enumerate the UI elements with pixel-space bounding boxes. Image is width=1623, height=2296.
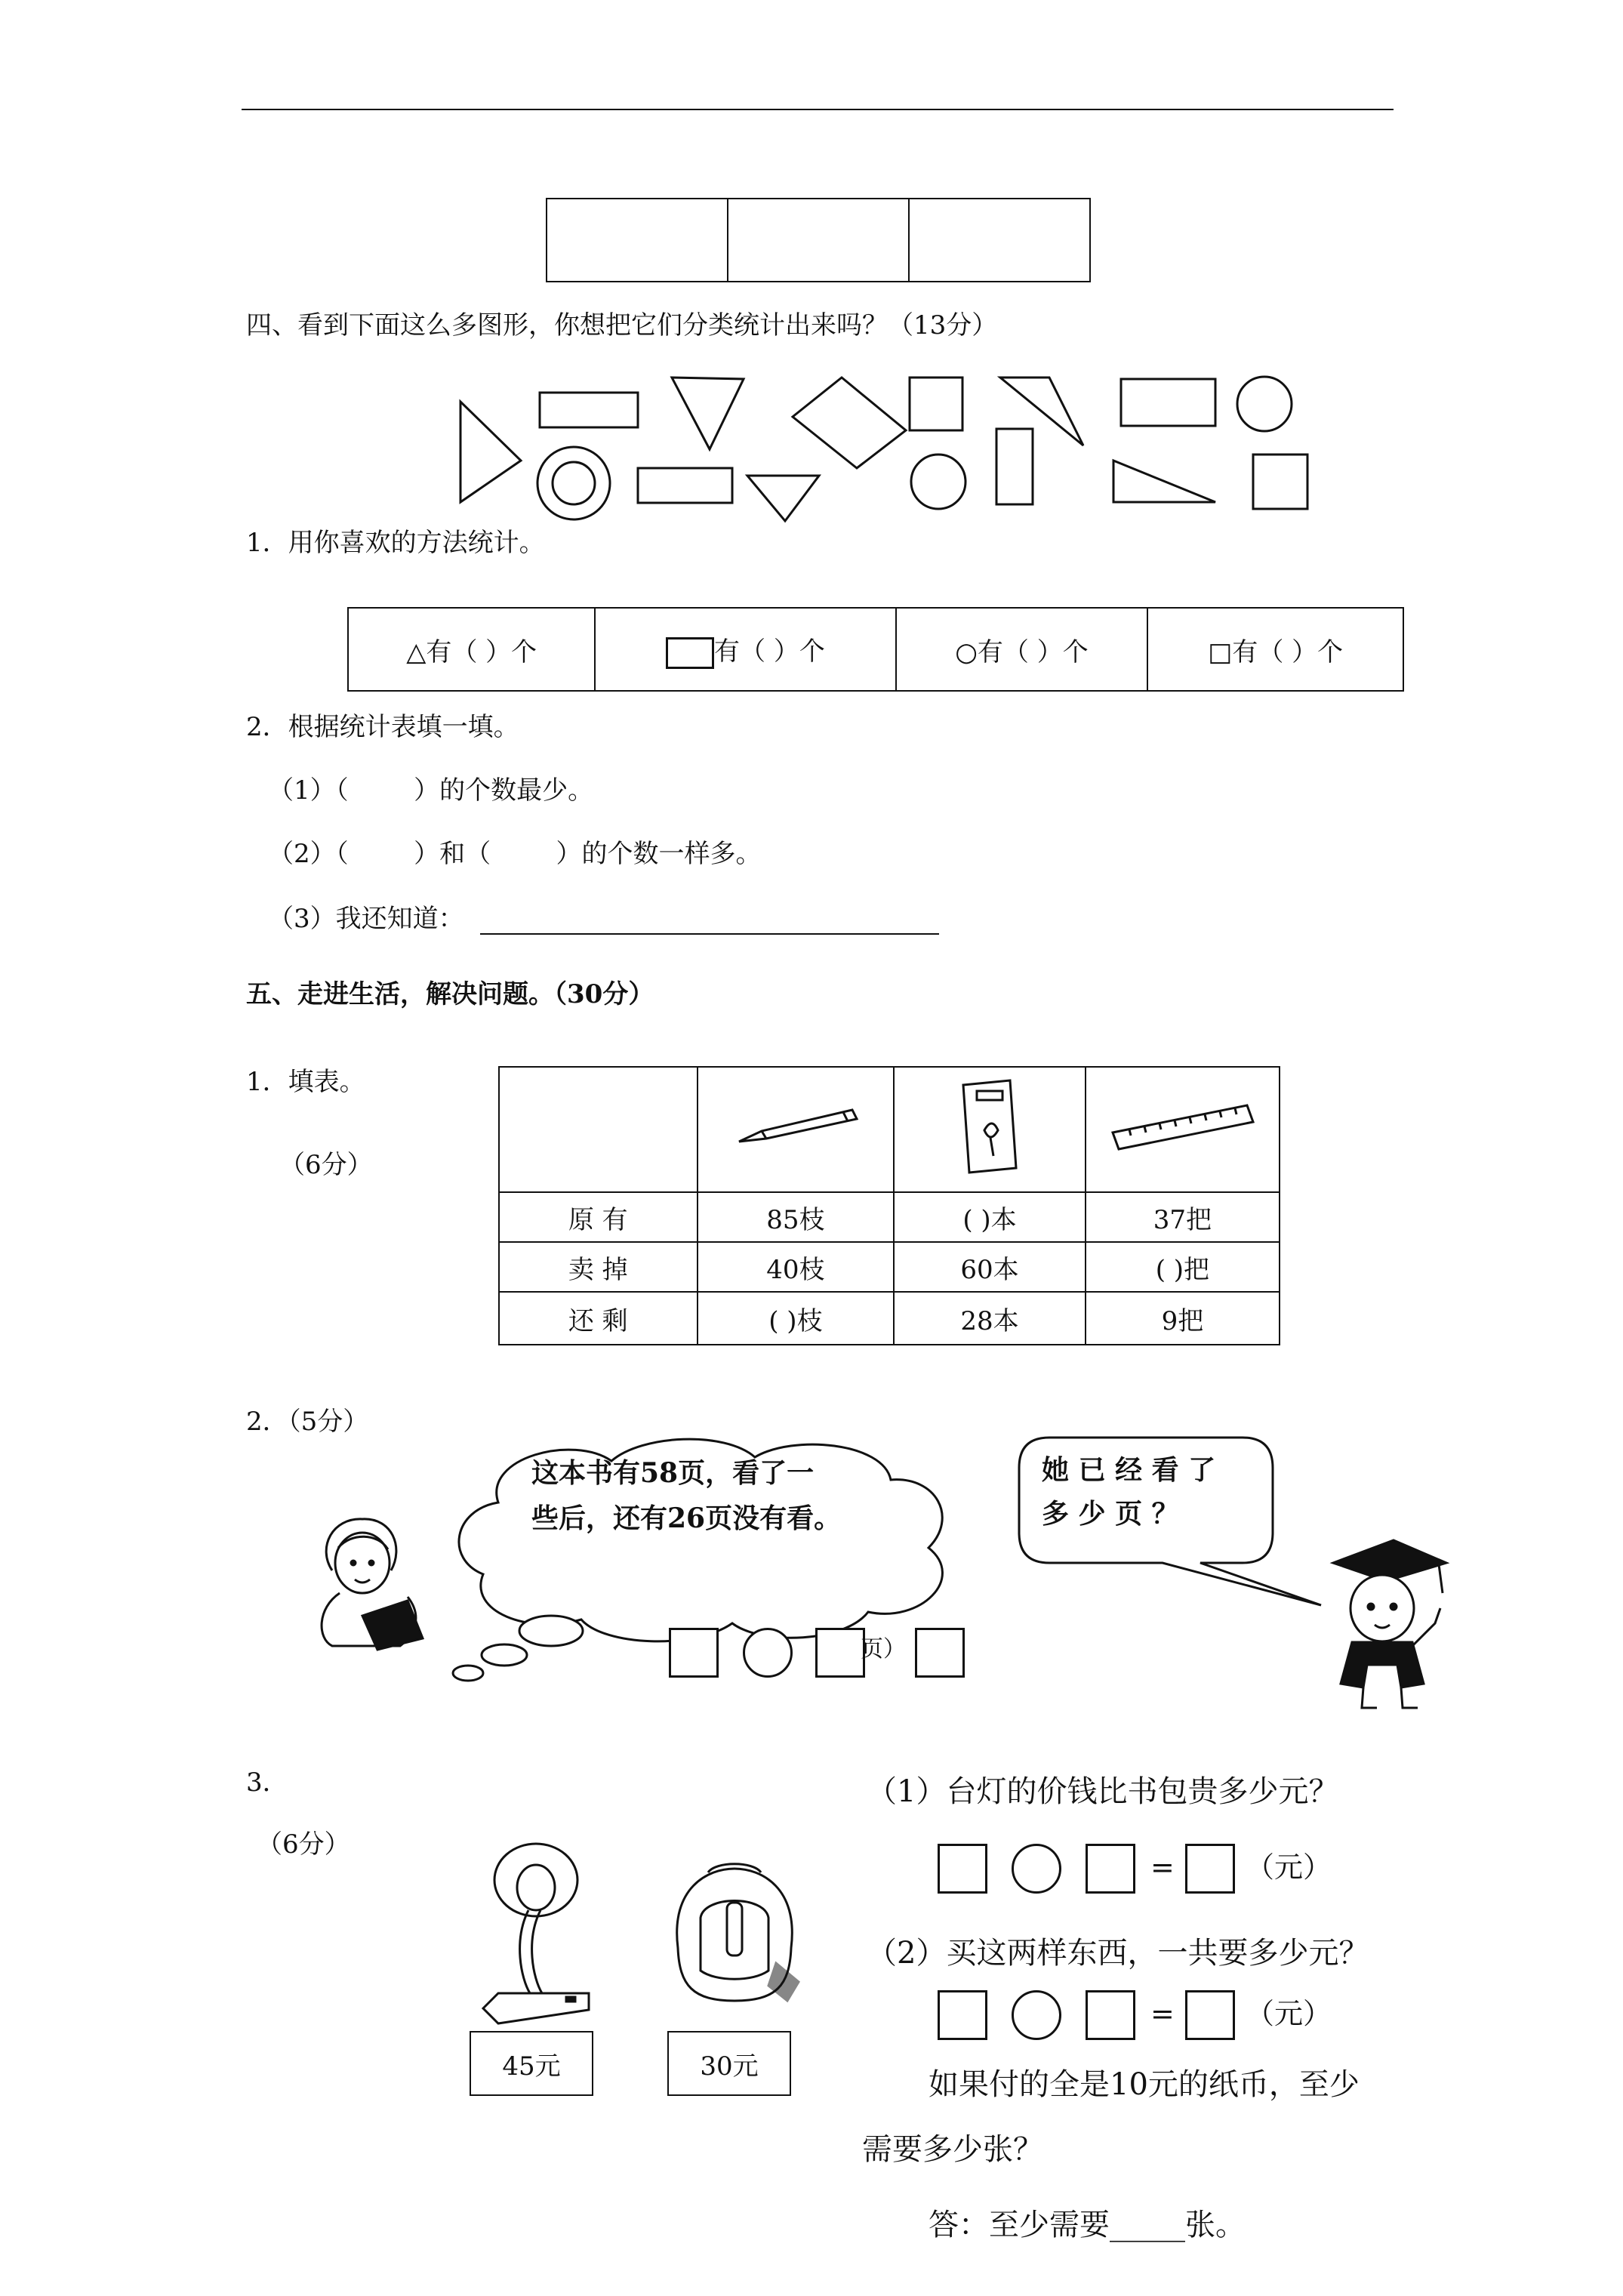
table-cell: 60本 [894,1242,1086,1292]
notebook-icon [956,1077,1024,1176]
unit-label: 页） [861,1636,906,1663]
bag-price: 30元 [700,2051,759,2082]
table-cell: 28本 [894,1292,1086,1345]
section5-heading: 五、走进生活，解决问题。（30分） [246,979,654,1009]
operator-circle[interactable] [1012,1844,1061,1894]
answer-square[interactable] [1086,1844,1135,1894]
yuan-unit: （元） [1246,1997,1332,2030]
girl-reading-illustration [310,1510,438,1653]
section4-q2-3: （3）我还知道： [268,904,464,934]
boy-graduate-illustration [1310,1533,1461,1714]
desk-lamp-illustration [468,1835,604,2031]
section5-q2: 2．（5分） [246,1407,369,1437]
tally-cell [595,608,895,691]
bag-price-box [667,2031,791,2096]
section4-q2: 2．根据统计表填一填。 [246,712,519,742]
triangle-shape [1113,461,1215,502]
boy-bubble-line1: 她 已 经 看 了 [1042,1454,1216,1486]
answer-box[interactable] [728,199,909,282]
answer-box[interactable] [547,199,728,282]
section4-q1: 1．用你喜欢的方法统计。 [246,528,545,558]
operator-circle[interactable] [743,1628,793,1678]
tally-table [347,607,1404,692]
rectangle-shape [1121,379,1215,426]
answer-square[interactable] [815,1628,865,1678]
equals-sign: = [1150,1997,1175,2030]
answer-line[interactable] [480,933,939,935]
section5-q3-score: （6分） [257,1829,350,1860]
tally-text: 有（ ）个 [977,636,1089,667]
table-cell: 9把 [1086,1292,1280,1345]
section5-q1: 1．填表。 [246,1067,365,1097]
rectangle-shape [996,429,1033,504]
section5-q3-1: （1）台灯的价钱比书包贵多少元？ [867,1774,1339,1809]
answer-boxes-top [546,198,1091,282]
table-cell[interactable]: ( )本 [894,1192,1086,1242]
row-label: 还 剩 [499,1292,698,1345]
row-label: 原 有 [499,1192,698,1242]
answer-square[interactable] [938,1990,987,2040]
lamp-price: 45元 [502,2051,561,2082]
table-cell[interactable]: ( )枝 [698,1292,895,1345]
lamp-price-box [470,2031,593,2096]
triangle-shape [672,378,744,449]
pencil-icon [731,1104,860,1149]
section4-q2-1: （1）（ ）的个数最少。 [268,775,594,806]
answer-square[interactable] [669,1628,719,1678]
equals-sign: = [1150,1851,1175,1884]
section5-q1-score: （6分） [279,1150,373,1180]
triangle-icon: △ [406,636,427,667]
answer-box[interactable] [909,199,1090,282]
tally-text: 有（ ）个 [426,636,537,667]
section5-q3-3-line2: 需要多少张？ [862,2132,1043,2167]
tally-cell [896,608,1148,691]
shapes-figure [445,370,1321,529]
answer-square[interactable] [1185,1844,1235,1894]
yuan-unit: （元） [1246,1851,1332,1884]
notebook-column-header [894,1067,1086,1192]
backpack-illustration [663,1857,806,2016]
ring-inner-shape [553,462,595,504]
circle-icon: ○ [955,636,978,667]
row-label: 卖 掉 [499,1242,698,1292]
rectangle-icon [666,637,714,669]
triangle-shape [1000,378,1083,445]
section4-heading: 四、看到下面这么多图形，你想把它们分类统计出来吗？（13分） [246,310,998,341]
header-rule [242,109,1394,110]
girl-bubble-line1: 这本书有58页，看了一 [531,1457,815,1489]
triangle-shape [460,402,521,502]
answer-square[interactable] [1086,1990,1135,2040]
rectangle-shape [638,468,732,503]
answer-square[interactable] [1185,1990,1235,2040]
table-cell: 85枝 [698,1192,895,1242]
square-shape [1253,455,1307,509]
section4-q2-2: （2）（ ）和（ ）的个数一样多。 [268,839,762,869]
table-cell[interactable]: ( )把 [1086,1242,1280,1292]
tally-text: 有（ ）个 [1232,636,1344,667]
answer-line-text: 答：至少需要_____张。 [929,2208,1246,2242]
pencil-column-header [698,1067,895,1192]
tally-cell [348,608,595,691]
table-cell: 37把 [1086,1192,1280,1242]
rectangle-shape [540,393,638,427]
section5-q3: 3． [246,1767,288,1798]
tally-text: 有（ ）个 [714,636,825,667]
circle-shape [1237,377,1292,431]
triangle-shape [747,476,819,521]
stationery-table [498,1066,1280,1345]
section5-q3-3-line1: 如果付的全是10元的纸币，至少 [929,2067,1360,2102]
operator-circle[interactable] [1012,1990,1061,2040]
section5-q3-2: （2）买这两样东西，一共要多少元？ [867,1936,1369,1971]
square-shape [910,378,962,430]
ruler-column-header [1086,1067,1280,1192]
table-header-blank [499,1067,698,1192]
rectangle-shape [793,378,906,468]
circle-shape [911,455,965,509]
table-cell: 40枝 [698,1242,895,1292]
ruler-icon [1107,1096,1258,1157]
girl-bubble-line2: 些后，还有26页没有看。 [531,1502,842,1534]
answer-square[interactable] [938,1844,987,1894]
boy-bubble-line2: 多 少 页 ？ [1042,1498,1179,1530]
answer-square[interactable] [915,1628,965,1678]
square-icon: □ [1208,636,1233,667]
ring-outer-shape [537,447,610,519]
tally-cell [1147,608,1403,691]
